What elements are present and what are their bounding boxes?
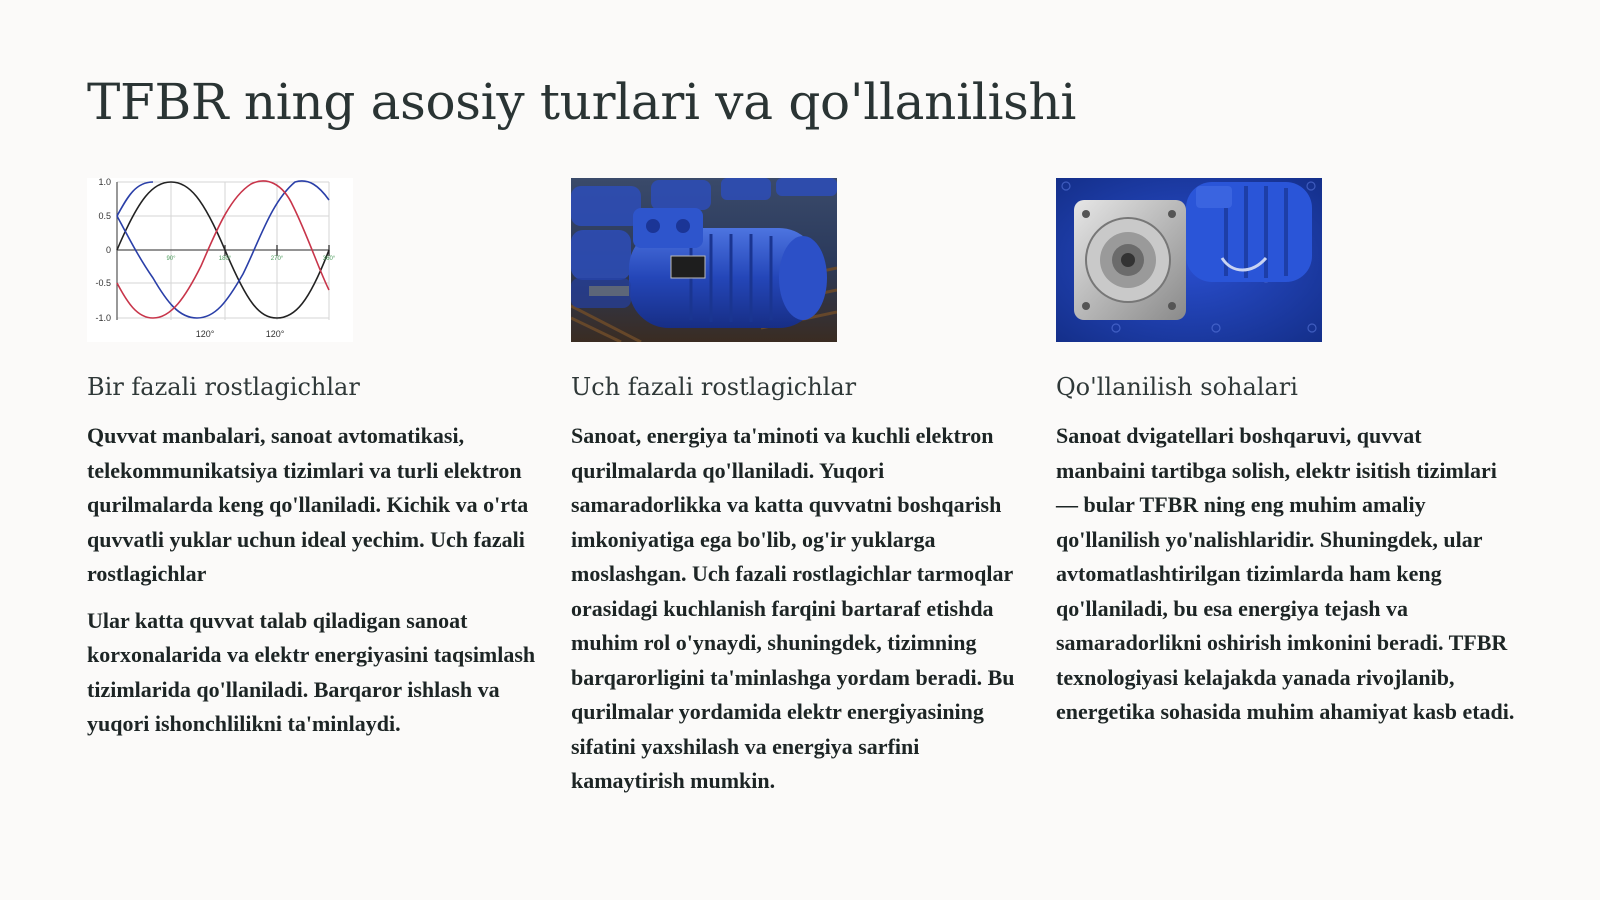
card-single-phase [87, 178, 547, 742]
card-applications [1056, 178, 1516, 730]
electric-motors-photo-icon [571, 178, 837, 342]
three-phase-sine-chart-icon [87, 178, 353, 342]
x-tick-label: 360° [322, 256, 336, 262]
y-tick-label: 0 [105, 245, 111, 255]
y-tick-label: -0.5 [95, 278, 111, 288]
phase-shift-label: 120° [265, 329, 285, 339]
x-tick-label: 270° [270, 256, 284, 262]
gear-motor-photo-icon [1056, 178, 1322, 342]
card-paragraph: Sanoat dvigatellari boshqaruvi, quvvat manbaini tartibga solish, elektr isitish tizimlari — bular TFBR ning eng muhim amaliy qo'llanilish yo'nalishlaridir. Shuningdek, ular avtomatlashtirilgan tizimlarda ham keng qo'llaniladi, bu esa energiya tejash va samaradorlikni oshirish imkonini beradi. TFBR texnologiyasi kelajakda yanada rivojlanib, energetika sohasida muhim ahamiyat kasb etadi. [1056, 423, 1515, 724]
y-tick-label: 0.5 [98, 211, 111, 221]
card-paragraph: Ular katta quvvat talab qiladigan sanoat korxonalarida va elektr energiyasini taqsimlash tizimlarida qo'llaniladi. Barqaror ishlash va yuqori ishonchlilikni ta'minlaydi. [87, 607, 536, 736]
y-tick-label: 1.0 [98, 178, 111, 187]
slide-title: TFBR ning asosiy turlari va qo'llanilishi [87, 73, 1077, 131]
card-title: Uch fazali rostlagichlar [571, 373, 857, 401]
y-tick-label: -1.0 [95, 313, 111, 323]
x-tick-label: 180° [218, 256, 232, 262]
card-title: Bir fazali rostlagichlar [87, 373, 360, 401]
phase-shift-label: 120° [195, 329, 215, 339]
card-title: Qo'llanilish sohalari [1056, 373, 1298, 401]
card-paragraph: Sanoat, energiya ta'minoti va kuchli elektron qurilmalarda qo'llaniladi. Yuqori samaradorlikka va katta quvvatni boshqarish imkoniyatiga ega bo'lib, og'ir yuklarga moslashgan. Uch fazali rostlagichlar tarmoqlar orasidagi kuchlanish farqini bartaraf etishda muhim rol o'ynaydi, shuningdek, tizimning barqarorligini ta'minlashga yordam beradi. Bu qurilmalar yordamida elektr energiyasining sifatini yaxshilash va energiya sarfini kamaytirish mumkin. [571, 423, 1015, 793]
card-three-phase [571, 178, 1031, 799]
x-tick-label: 90° [166, 256, 176, 262]
card-paragraph: Quvvat manbalari, sanoat avtomatikasi, telekommunikatsiya tizimlari va turli elektron qurilmalarda keng qo'llaniladi. Kichik va o'rta quvvatli yuklar uchun ideal yechim. Uch fazali rostlagichlar [87, 423, 529, 586]
